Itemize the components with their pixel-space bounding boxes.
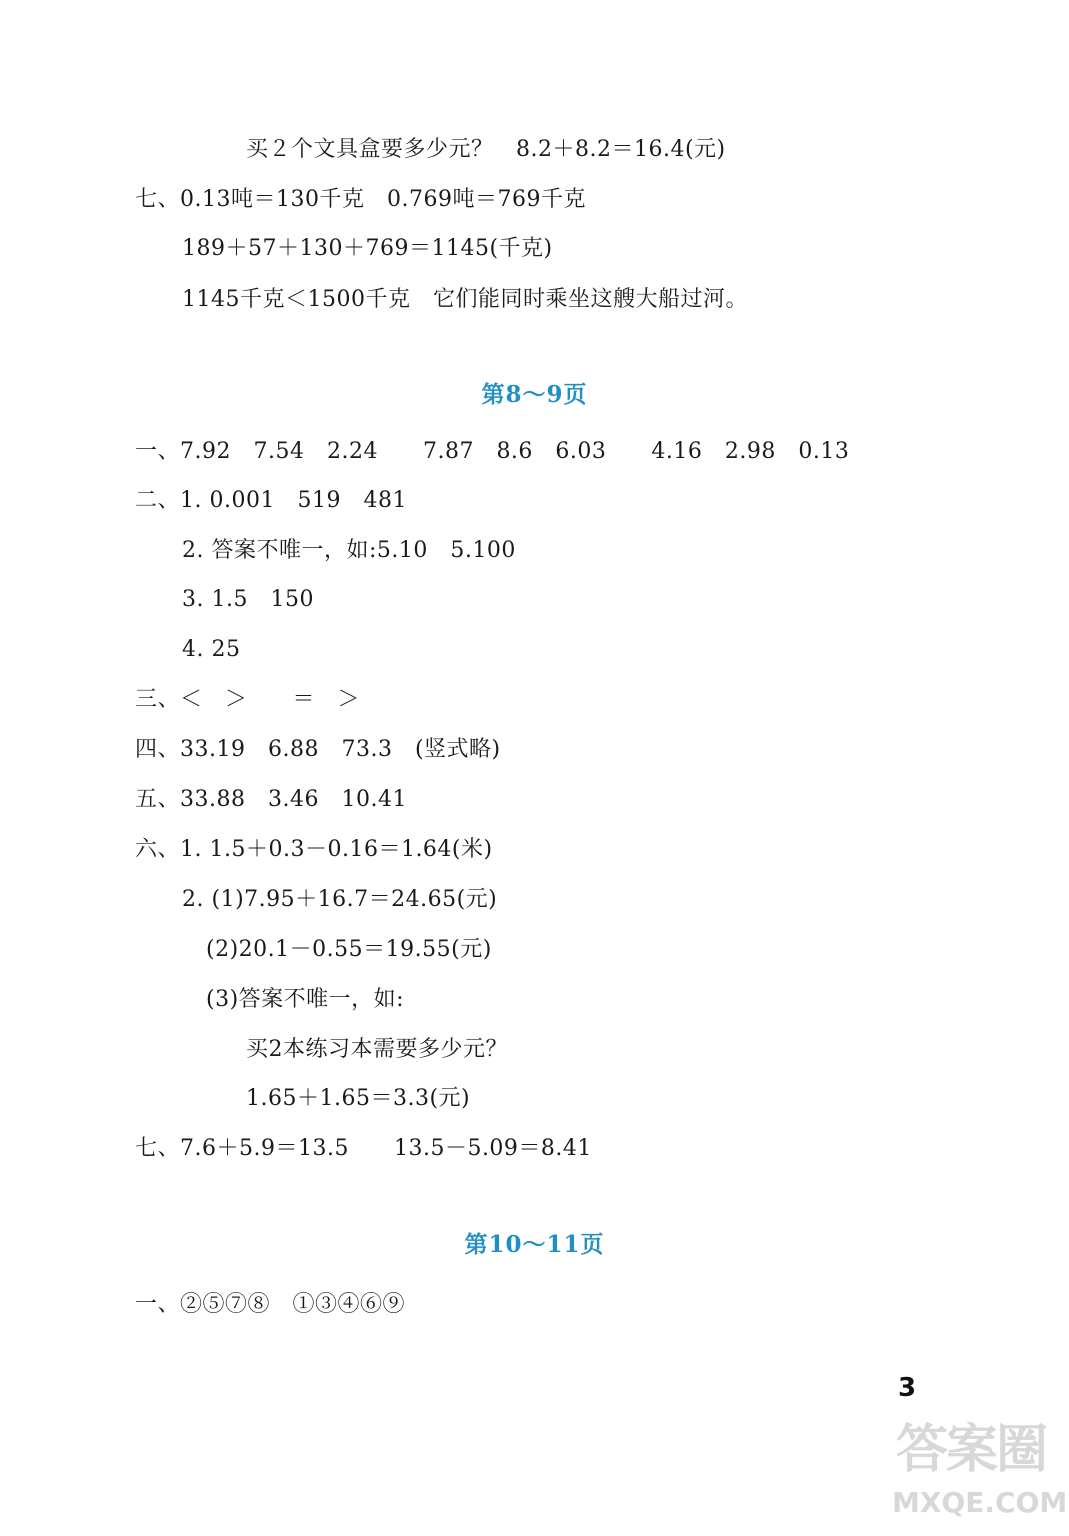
section-heading: 第8～9页 <box>481 381 588 408</box>
text-line: 1.65＋1.65＝3.3(元) <box>246 1086 471 1111</box>
text-line: 二、1. 0.001 519 481 <box>135 488 407 513</box>
text-line: 三、＜ ＞ ＝ ＞ <box>135 687 361 712</box>
watermark-logo <box>892 1420 1068 1530</box>
page-number: 3 <box>898 1373 917 1403</box>
section-heading: 第10～11页 <box>464 1231 605 1258</box>
text-line: 六、1. 1.5＋0.3－0.16＝1.64(米) <box>135 837 493 862</box>
text-line: 189＋57＋130＋769＝1145(千克) <box>182 236 553 261</box>
watermark-url: MXQE.COM <box>892 1486 1068 1519</box>
text-line: 五、33.88 3.46 10.41 <box>135 787 407 812</box>
text-line: 2. 答案不唯一，如:5.10 5.100 <box>182 538 516 563</box>
text-line: 四、33.19 6.88 73.3 (竖式略) <box>135 737 501 762</box>
text-line: (3)答案不唯一，如: <box>206 987 405 1012</box>
text-line: 3. 1.5 150 <box>182 587 314 612</box>
watermark-text: 答案圈 <box>896 1420 1047 1480</box>
text-line: 七、0.13吨＝130千克 0.769吨＝769千克 <box>135 187 586 212</box>
text-line: 4. 25 <box>182 637 241 662</box>
text-line: (2)20.1－0.55＝19.55(元) <box>206 937 492 962</box>
text-line: 一、7.92 7.54 2.24 7.87 8.6 6.03 4.16 2.98 0.13 <box>135 439 850 464</box>
text-line: 一、②⑤⑦⑧ ①③④⑥⑨ <box>135 1292 406 1317</box>
text-line: 买2本练习本需要多少元？ <box>246 1037 508 1062</box>
text-line: 买２个文具盒要多少元？ 8.2＋8.2＝16.4(元) <box>246 137 726 162</box>
text-line: 七、7.6＋5.9＝13.5 13.5－5.09＝8.41 <box>135 1136 592 1161</box>
text-line: 2. (1)7.95＋16.7＝24.65(元) <box>182 887 498 912</box>
text-line: 1145千克＜1500千克 它们能同时乘坐这艘大船过河。 <box>182 287 748 312</box>
